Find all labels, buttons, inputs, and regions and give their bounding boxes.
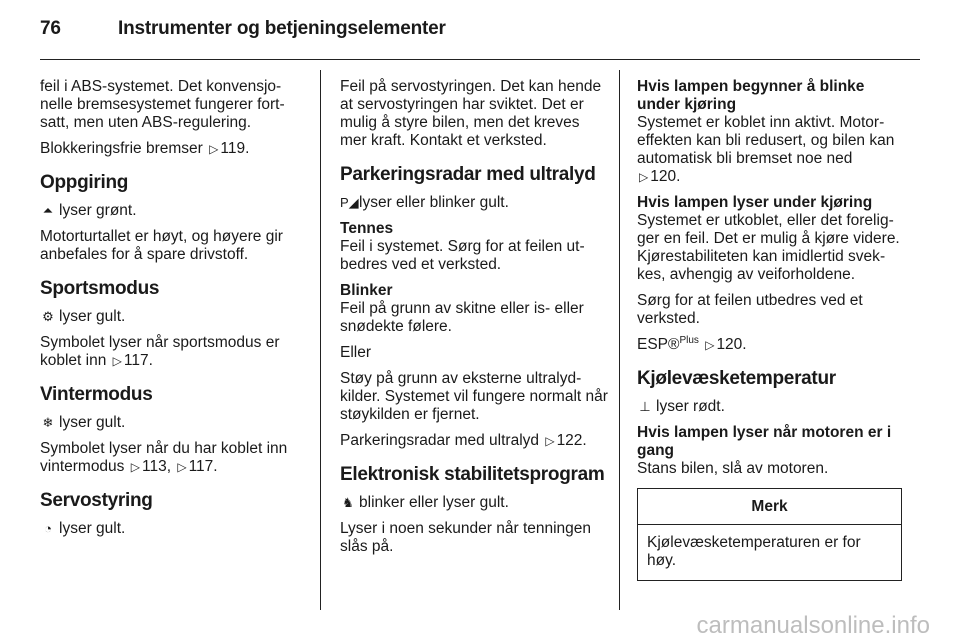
coolant-temperature-icon: ⊥ bbox=[639, 399, 651, 414]
heading-blinker: Blinker bbox=[340, 282, 393, 299]
page-ref-link[interactable]: 122. bbox=[556, 432, 587, 449]
column-1 bbox=[40, 78, 302, 546]
motor-text: Stans bilen, slå av motoren. bbox=[637, 460, 829, 477]
note-box bbox=[637, 488, 902, 581]
oppgiring-status: ⏶ lyser grønt. bbox=[40, 202, 302, 220]
park-assist-icon: P◢ bbox=[340, 195, 359, 210]
esp-text: Lyser i noen sekunder når tenningen slås på. bbox=[340, 520, 592, 555]
page-ref-arrow-icon: ▷ bbox=[639, 170, 649, 184]
steering-wheel-icon: ◔ bbox=[44, 521, 52, 536]
sport-mode-icon: ⚙ bbox=[42, 309, 54, 324]
page-ref-arrow-icon: ▷ bbox=[545, 434, 555, 448]
page-title: Instrumenter og betjeningselementer bbox=[118, 18, 446, 39]
note-body: Kjølevæsketemperaturen er for høy. bbox=[647, 534, 861, 569]
abs-reference: Blokkeringsfrie bremser ▷ 119. bbox=[40, 140, 250, 157]
column-2 bbox=[340, 78, 608, 564]
heading-motor-i-gang: Hvis lampen lyser når motoren er i gang bbox=[637, 424, 892, 459]
servo-status: ◔ lyser gult. bbox=[40, 520, 302, 538]
upshift-icon: ⏶ bbox=[42, 203, 54, 218]
winter-mode-icon: ❄ bbox=[42, 415, 54, 430]
kjol-status: ⊥ lyser rødt. bbox=[637, 398, 905, 416]
page-ref-arrow-icon: ▷ bbox=[705, 338, 715, 352]
page-ref-link[interactable]: 120. bbox=[716, 336, 747, 353]
page-ref-link[interactable]: 113, bbox=[141, 458, 172, 475]
page-ref-link[interactable]: 117. bbox=[123, 352, 153, 369]
column-divider-2 bbox=[619, 70, 620, 610]
page-ref-arrow-icon: ▷ bbox=[209, 142, 219, 156]
lyser-text-2: Sørg for at feilen utbedres ved et verksted. bbox=[637, 292, 863, 327]
esp-icon: ♞ bbox=[342, 495, 354, 510]
page-ref-arrow-icon: ▷ bbox=[130, 460, 140, 474]
park-status: P◢lyser eller blinker gult. bbox=[340, 194, 509, 211]
heading-esp: Elektronisk stabilitetsprogram bbox=[340, 464, 605, 485]
esp-status: ♞ blinker eller lyser gult. bbox=[340, 494, 608, 512]
abs-paragraph: feil i ABS-systemet. Det konvensjonelle bremsesystemet fungerer fortsatt, men uten ABS-regulering. bbox=[40, 78, 285, 131]
heading-sportsmodus: Sportsmodus bbox=[40, 278, 160, 299]
note-title: Merk bbox=[638, 489, 901, 525]
page-number: 76 bbox=[40, 18, 61, 39]
tennes-text: Feil i systemet. Sørg for at feilen utbedres ved et verksted. bbox=[340, 238, 585, 273]
oppgiring-text: Motorturtallet er høyt, og høyere gir anbefales for å spare drivstoff. bbox=[40, 228, 283, 263]
stoy-text: Støy på grunn av eksterne ultralydkilder. Systemet vil fungere normalt når støykilden er fjernet. bbox=[340, 370, 608, 423]
page-ref-link[interactable]: 120. bbox=[650, 168, 681, 185]
heading-servostyring: Servostyring bbox=[40, 490, 153, 511]
vinter-text: Symbolet lyser når du har koblet inn vintermodus ▷ 113, ▷ 117. bbox=[40, 440, 288, 475]
heading-lampe-lyser: Hvis lampen lyser under kjøring bbox=[637, 194, 873, 211]
heading-oppgiring: Oppgiring bbox=[40, 172, 129, 193]
blinker-text: Feil på grunn av skitne eller is- eller snødekte følere. bbox=[340, 300, 584, 335]
blink-text: Systemet er koblet inn aktivt. Motoreffekten kan bli redusert, og bilen kan automatisk bli bremset noe ned ▷ 120. bbox=[637, 114, 895, 185]
heading-vintermodus: Vintermodus bbox=[40, 384, 153, 405]
column-divider-1 bbox=[320, 70, 321, 610]
park-reference: Parkeringsradar med ultralyd ▷ 122. bbox=[340, 432, 587, 449]
column-3 bbox=[637, 78, 905, 581]
sport-status: ⚙ lyser gult. bbox=[40, 308, 302, 326]
page-header bbox=[40, 18, 446, 40]
header-rule bbox=[40, 59, 920, 60]
heading-kjolevaesketemperatur: Kjølevæsketemperatur bbox=[637, 368, 836, 389]
page-ref-link[interactable]: 117. bbox=[188, 458, 218, 475]
heading-lampe-blinker: Hvis lampen begynner å blinke under kjøring bbox=[637, 78, 865, 113]
esp-plus-reference: ESP®$^{Plus}$ ▷ 120. bbox=[637, 334, 747, 353]
heading-parkeringsradar: Parkeringsradar med ultralyd bbox=[340, 164, 596, 185]
servo-paragraph: Feil på servostyringen. Det kan hende at servostyringen har sviktet. Det er mulig å styre bilen, men det kreves mer kraft. Kontakt et verksted. bbox=[340, 78, 602, 149]
sport-text: Symbolet lyser når sportsmodus er koblet inn ▷ 117. bbox=[40, 334, 280, 369]
lyser-text: Systemet er utkoblet, eller det foreligger en feil. Det er mulig å kjøre videre. Kjørestabiliteten kan imidlertid svekkes, avhengig av veiforholdene. bbox=[637, 212, 900, 283]
page-ref-arrow-icon: ▷ bbox=[177, 460, 187, 474]
eller-text: Eller bbox=[340, 344, 372, 361]
page-ref-link[interactable]: 119. bbox=[220, 140, 250, 157]
watermark: carmanualsonline.info bbox=[696, 612, 930, 639]
vinter-status: ❄ lyser gult. bbox=[40, 414, 302, 432]
heading-tennes: Tennes bbox=[340, 220, 394, 237]
page-ref-arrow-icon: ▷ bbox=[112, 354, 122, 368]
